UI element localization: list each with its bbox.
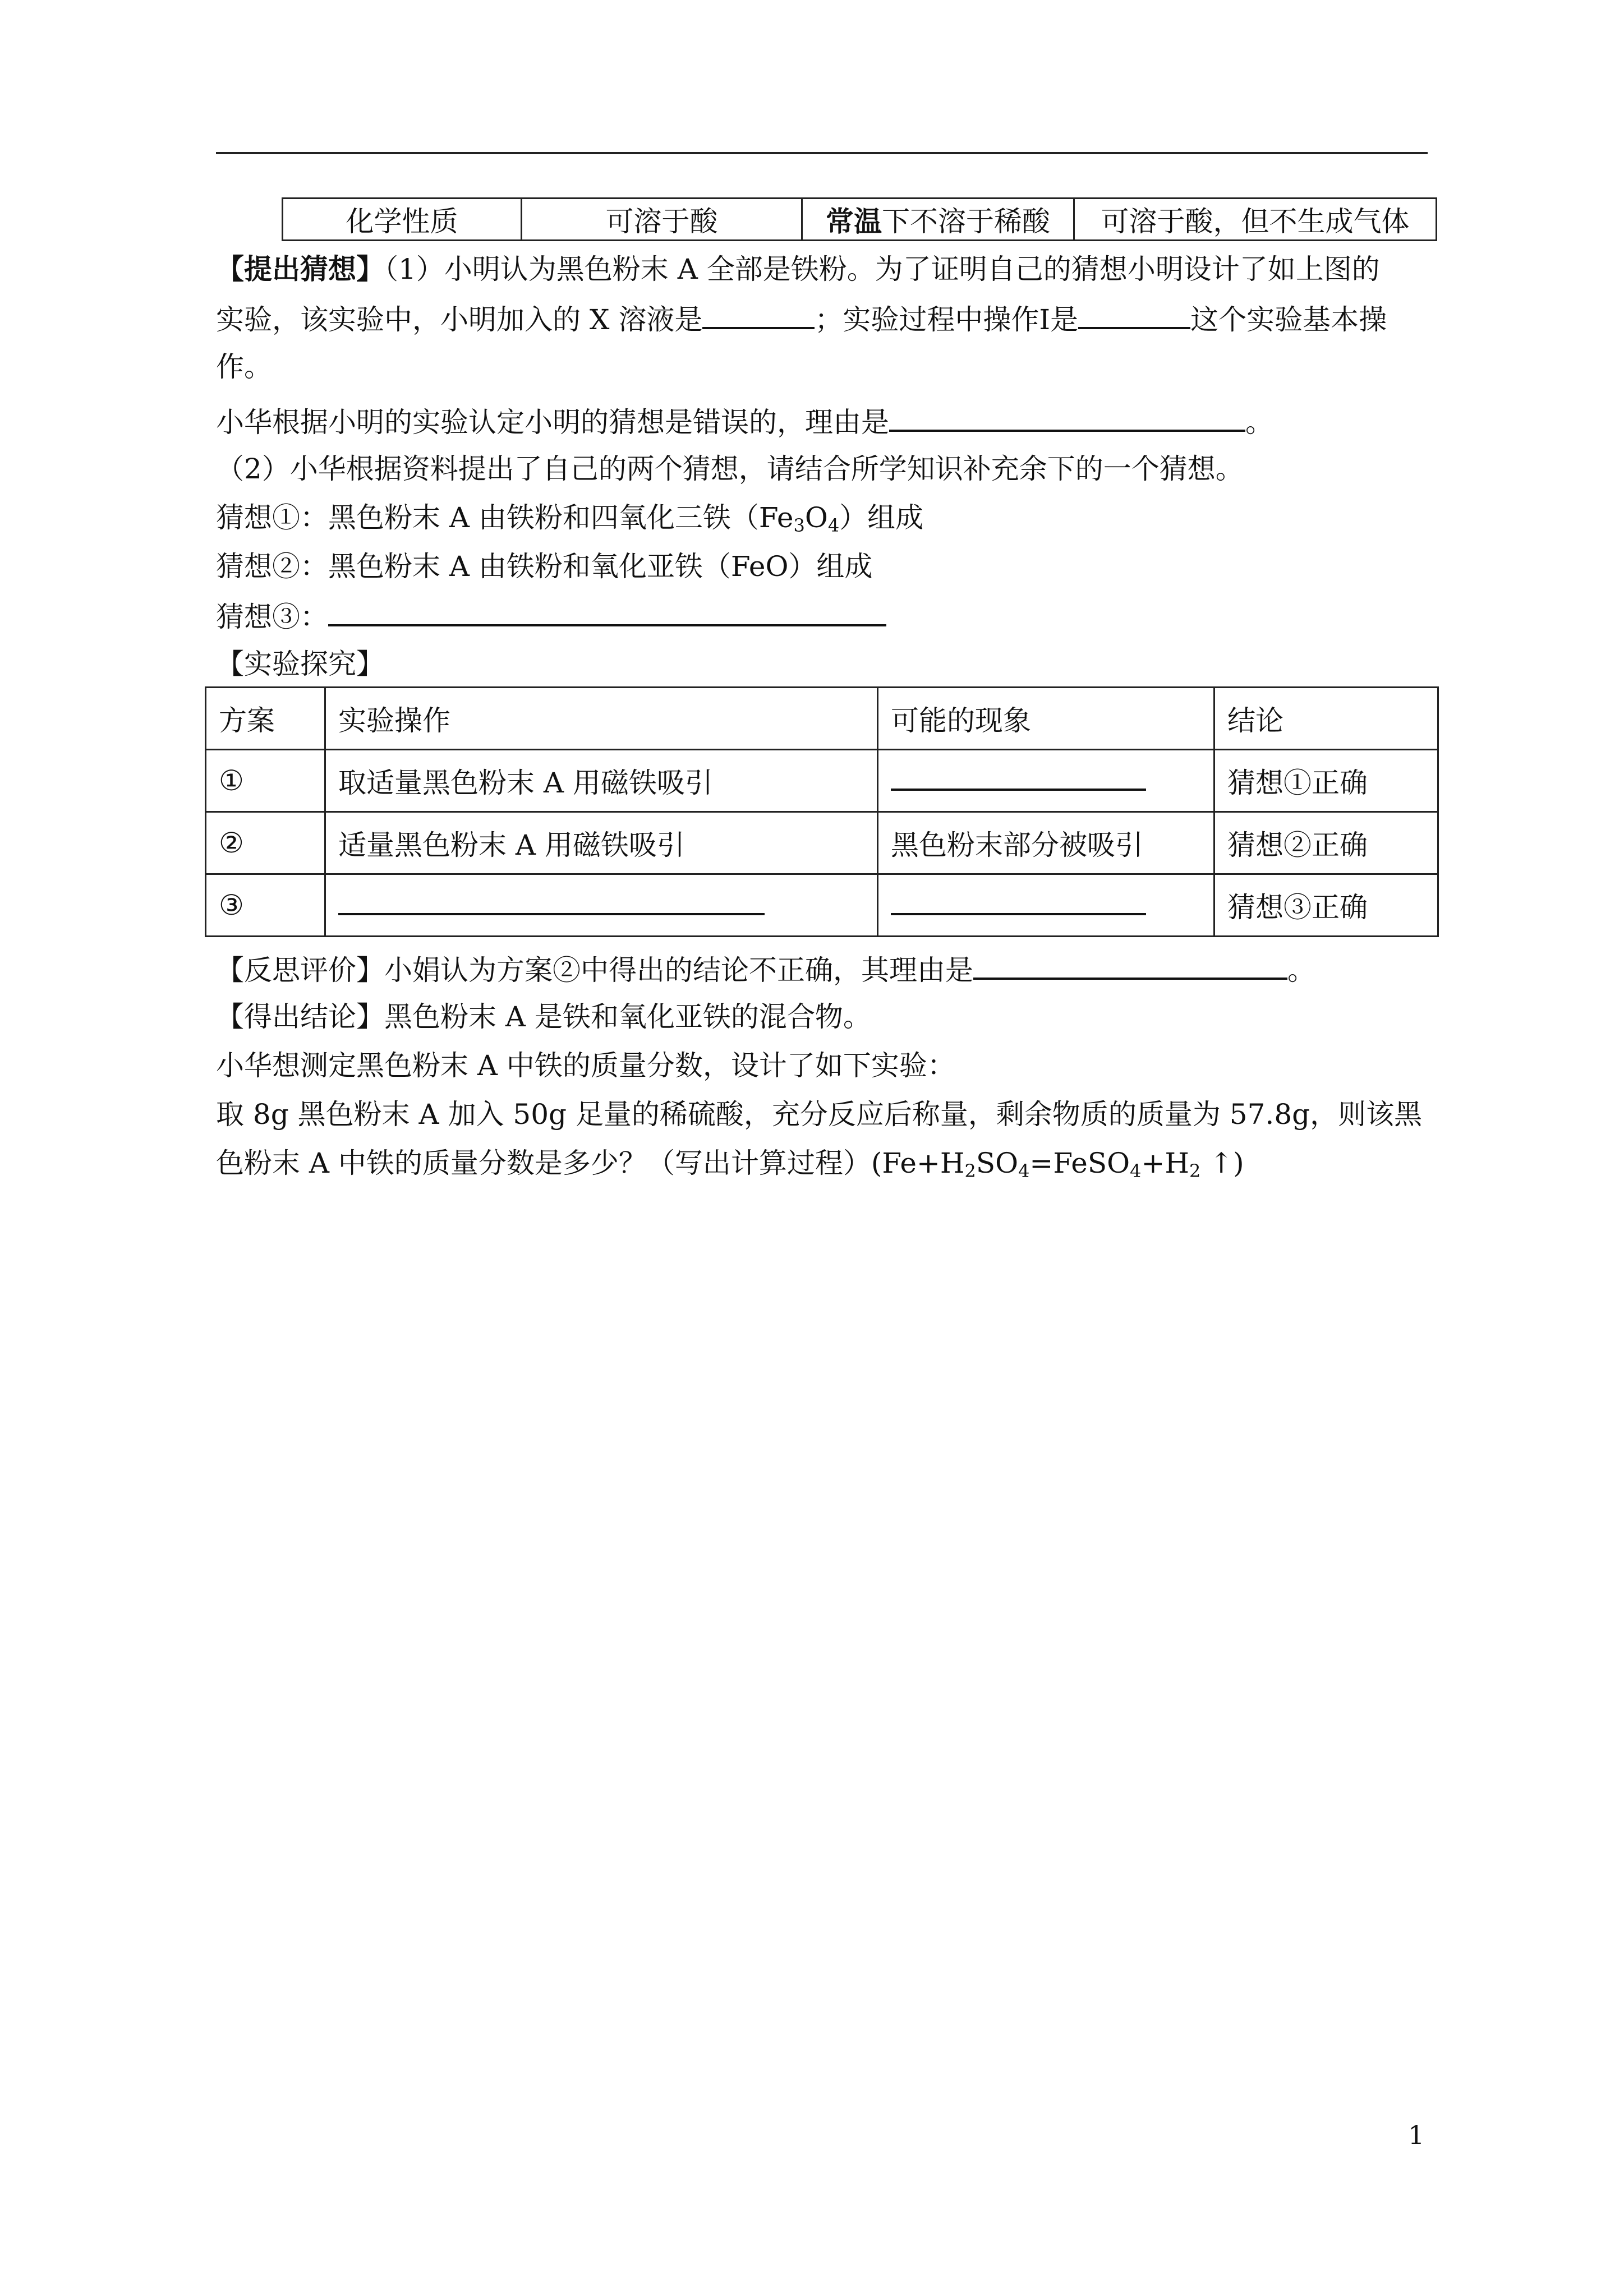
operation-cell [325,874,878,937]
text: 。 [1287,954,1315,986]
guess-1 [216,501,923,534]
answer-blank[interactable] [891,764,1146,791]
answer-blank[interactable] [328,598,886,626]
text: （1）小明认为黑色粉末 A 全部是铁粉。为了证明自己的猜想小明设计了如上图的 [384,253,1380,285]
guess-intro-line [216,252,1380,286]
conclusion-cell: 猜想①正确 [1214,750,1438,812]
table-row [283,199,1437,241]
operation-cell: 取适量黑色粉末 A 用磁铁吸引 [325,750,878,812]
conclusion-line: 【得出结论】黑色粉末 A 是铁和氧化亚铁的混合物。 [216,1001,871,1033]
section-heading: 【提出猜想】 [216,252,384,285]
answer-blank[interactable] [891,888,1146,915]
text: =FeSO [1029,1147,1130,1179]
plan-cell: ② [206,812,325,874]
table-row [206,874,1438,937]
plan-cell: ① [206,750,325,812]
problem-line: 取 8g 黑色粉末 A 加入 50g 足量的稀硫酸，充分反应后称量，剩余物质的质量为 57.8g，则该黑 [216,1098,1423,1131]
guess-3 [216,598,886,634]
table-cell [802,199,1074,241]
table-header: 结论 [1214,688,1438,750]
text: ↑) [1200,1147,1244,1179]
section-heading: 【实验探究】 [216,648,384,680]
table-cell: 可溶于酸，但不生成气体 [1074,199,1437,241]
text: 实验，该实验中，小明加入的 X 溶液是 [216,303,703,336]
text: +H [1141,1147,1189,1179]
table-cell: 化学性质 [283,199,522,241]
text: ；实验过程中操作Ⅰ是 [815,303,1079,336]
subscript: 4 [1130,1160,1142,1182]
table-header: 方案 [206,688,325,750]
subscript: 4 [827,515,840,536]
conclusion-cell: 猜想②正确 [1214,812,1438,874]
reflection-line [216,952,1315,987]
text: 。 [1245,406,1273,439]
conclusion-cell: 猜想③正确 [1214,874,1438,937]
text: 【反思评价】小娟认为方案②中得出的结论不正确，其理由是 [216,954,973,986]
text: ）组成 [839,501,924,534]
subscript: 4 [1018,1160,1030,1182]
answer-blank[interactable] [973,952,1287,980]
text: 猜想①：黑色粉末 A 由铁粉和四氧化三铁（Fe [216,501,794,534]
bold-text: 常温 [826,205,882,238]
header-rule [216,152,1428,154]
text-line: （2）小华根据资料提出了自己的两个猜想，请结合所学知识补充余下的一个猜想。 [216,453,1244,485]
cell-text: 下不溶于稀酸 [882,205,1050,238]
table-cell: 可溶于酸 [522,199,802,241]
text-line: 作。 [216,351,272,383]
text: 这个实验基本操 [1190,303,1387,336]
plan-cell: ③ [206,874,325,937]
table-header: 可能的现象 [878,688,1214,750]
experiment-table [205,686,1439,937]
text: O [804,501,828,534]
phenomenon-cell [878,874,1214,937]
answer-blank[interactable] [1078,301,1190,329]
answer-blank[interactable] [702,301,815,329]
measure-line: 小华想测定黑色粉末 A 中铁的质量分数，设计了如下实验： [216,1049,955,1082]
subscript: 2 [964,1160,976,1182]
question-line [216,301,1387,336]
subscript: 3 [793,515,805,536]
properties-table [282,197,1437,241]
text: 猜想③： [216,601,328,633]
phenomenon-cell [878,750,1214,812]
subscript: 2 [1189,1160,1201,1182]
guess-2: 猜想②：黑色粉末 A 由铁粉和氧化亚铁（FeO）组成 [216,550,873,583]
table-header: 实验操作 [325,688,878,750]
problem-line [216,1146,1244,1180]
table-row [206,750,1438,812]
table-row [206,812,1438,874]
text: SO [976,1147,1019,1179]
text: 小华根据小明的实验认定小明的猜想是错误的，理由是 [216,406,889,439]
page-number: 1 [1408,2120,1425,2150]
phenomenon-cell: 黑色粉末部分被吸引 [878,812,1214,874]
table-row [206,688,1438,750]
answer-blank[interactable] [889,404,1245,432]
operation-cell: 适量黑色粉末 A 用磁铁吸引 [325,812,878,874]
reason-line [216,404,1273,439]
answer-blank[interactable] [338,888,765,915]
text: 色粉末 A 中铁的质量分数是多少？（写出计算过程）(Fe+H [216,1147,965,1179]
